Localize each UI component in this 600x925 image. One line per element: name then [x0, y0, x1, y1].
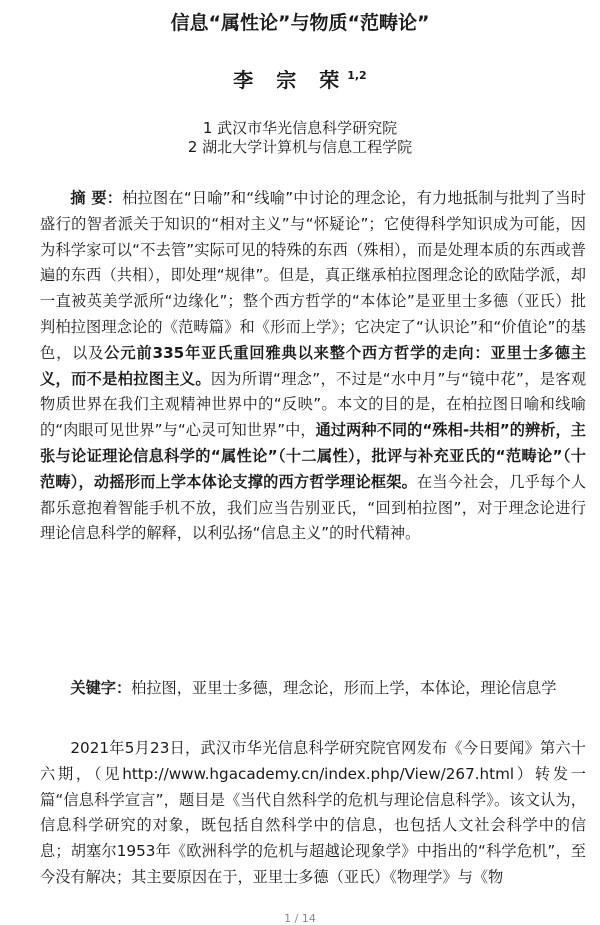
abstract-label: 摘 要： [70, 189, 123, 207]
abstract [40, 186, 586, 547]
affiliation-2: 2 湖北大学计算机与信息工程学院 [187, 138, 413, 156]
abstract-text-2: 因为所谓“理念”，不过是“水中月”与“镜中花”，是客观物质世界在我们主观精神世界中的“反映”。本文的目的是，在柏拉图日喻和线喻的“肉眼可见世界”与“心灵可知世界”中， [40, 369, 587, 440]
body-paragraph: 2021年5月23日，武汉市华光信息科学研究院官网发布《今日要闻》第六十六期，（见http://www.hgacademy.cn/index.php/View/267.html）转发一篇“信息科学宣言”，题目是《当代自然科学的危机与理论信息科学》。该文认为，信息科学研究的对象，既包括自然科学中的信息，也包括人文社会科学中的信息；胡塞尔1953年《欧洲科学的危机与超越论现象学》中指出的“科学危机”，至今没有解决；其主要原因在于，亚里士多德（亚氏）《物理学》与《物 [40, 739, 586, 886]
paper-title: 信息“属性论”与物质“范畴论” [170, 12, 430, 34]
abstract-bold-1: 公元前335年亚氏重回雅典以来整个西方哲学的走向：亚里士多德主义，而不是柏拉图主义。 [40, 343, 587, 388]
author-line [0, 64, 600, 93]
abstract-text-3: 在当今社会，几乎每个人都乐意抱着智能手机不放，我们应当告别亚氏，“回到柏拉图”，对于理念论进行理论信息科学的解释，以利弘扬“信息主义”的时代精神。 [40, 472, 587, 543]
abstract-bold-2: 通过两种不同的“殊相-共相”的辨析，主张与论证理论信息科学的“属性论”（十二属性），批评与补充亚氏的“范畴论”（十范畴），动摇形而上学本体论支撑的西方哲学理论框架。 [40, 421, 586, 491]
author-name: 李 宗 荣 [233, 68, 348, 92]
keywords [40, 676, 586, 702]
abstract-text-1: 柏拉图在“日喻”和“线喻”中讨论的理念论，有力地抵制与批判了当时盛行的智者派关于知识的“相对主义”与“怀疑论”；它使得科学知识成为可能，因为科学家可以“不去管”实际可见的特殊的东西（殊相），而是处理本质的东西或普遍的东西（共相），即处理“规律”。但是，真正继承柏拉图理念论的欧陆学派，却一直被英美学派所“边缘化”；整个西方哲学的“本体论”是亚里士多德（亚氏）批判柏拉图理念论的《范畴篇》和《形而上学》；它决定了“认识论”和“价值论”的基色，以及 [40, 189, 586, 362]
keywords-label: 关键字： [70, 679, 132, 697]
affiliation-1: 1 武汉市华光信息科学研究院 [202, 119, 398, 137]
keywords-text: 柏拉图，亚里士多德，理念论，形而上学，本体论，理论信息学 [131, 679, 557, 697]
page-number: 1 / 14 [284, 912, 316, 925]
author-affiliation-marks: 1,2 [347, 69, 367, 82]
